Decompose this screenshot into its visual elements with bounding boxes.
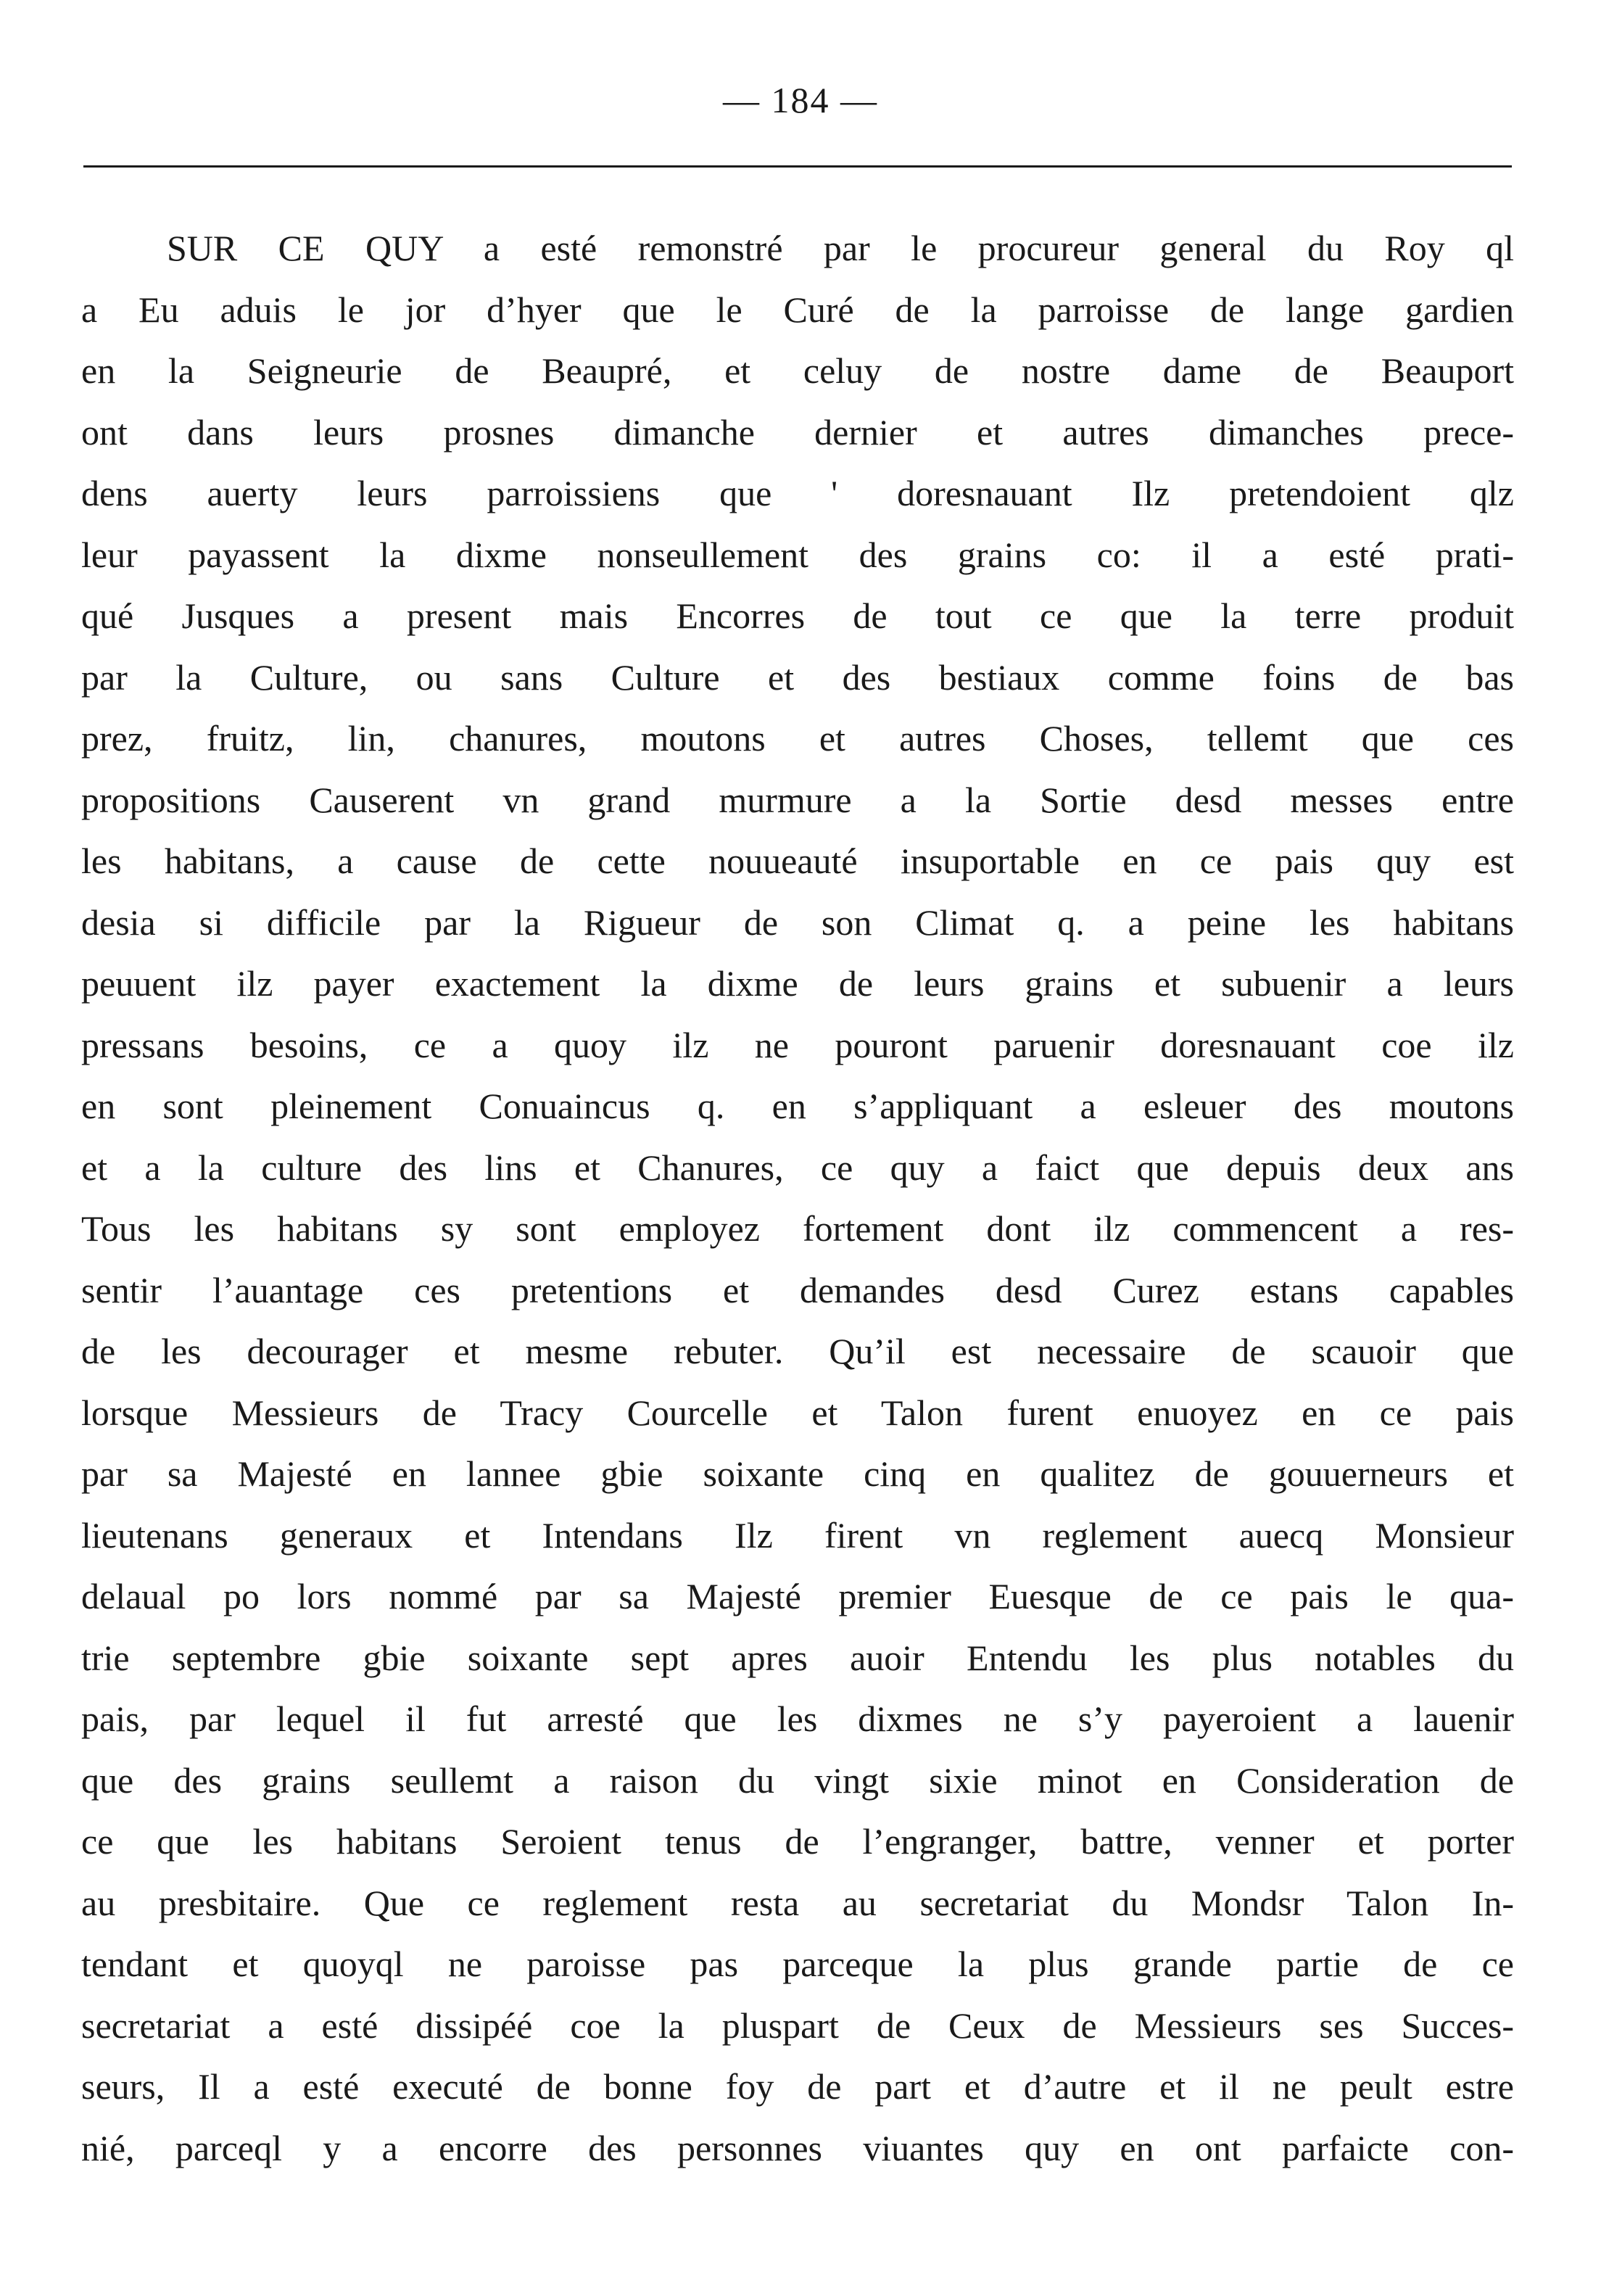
text-line: par sa Majesté en lannee gbie soixante cinq en qualitez de gouuerneurs et (81, 1453, 1514, 1494)
text-line: ont dans leurs prosnes dimanche dernier et autres dimanches prece- (81, 411, 1514, 453)
text-line: desia si difficile par la Rigueur de son Climat q. a peine les habitans (81, 901, 1514, 943)
text-line: seurs, Il a esté executé de bonne foy de part et d’autre et il ne peult estre (81, 2066, 1514, 2107)
page-number: — 184 — (723, 80, 878, 120)
text-line: les habitans, a cause de cette nouueauté insuportable en ce pais quy est (81, 841, 1514, 881)
text-line: pressans besoins, ce a quoy ilz ne pouront paruenir doresnauant coe ilz (81, 1024, 1514, 1065)
text-line: en la Seigneurie de Beaupré, et celuy de nostre dame de Beauport (81, 350, 1514, 391)
text-line: de les decourager et mesme rebuter. Qu’il est necessaire de scauoir que (81, 1331, 1514, 1371)
text-line: lorsque Messieurs de Tracy Courcelle et Talon furent enuoyez en ce pais (81, 1392, 1514, 1433)
text-line: tendant et quoyql ne paroisse pas parceque la plus grande partie de ce (81, 1944, 1514, 1984)
text-line: ce que les habitans Seroient tenus de l’engranger, battre, venner et porter (81, 1821, 1514, 1862)
text-line: peuuent ilz payer exactement la dixme de leurs grains et subuenir a leurs (81, 963, 1514, 1004)
text-line: par la Culture, ou sans Culture et des bestiaux comme foins de bas (81, 656, 1514, 698)
text-line: prez, fruitz, lin, chanures, moutons et autres Choses, tellemt que ces (81, 718, 1514, 759)
text-line: secretariat a esté dissipéé coe la pluspart de Ceux de Messieurs ses Succes- (81, 2004, 1514, 2046)
text-line: lieutenans generaux et Intendans Ilz firent vn reglement auecq Monsieur (81, 1514, 1514, 1556)
header-rule (83, 165, 1512, 168)
text-line: propositions Causerent vn grand murmure a la Sortie desd messes entre (81, 779, 1514, 820)
body-text (81, 218, 1514, 2179)
text-line: SUR CE QUY a esté remonstré par le procureur general du Roy ql (167, 228, 1514, 268)
text-line: leur payassent la dixme nonseullement des grains co: il a esté prati- (81, 534, 1514, 575)
text-line: a Eu aduis le jor d’hyer que le Curé de la parroisse de lange gardien (81, 289, 1514, 330)
text-line: en sont pleinement Conuaincus q. en s’appliquant a esleuer des moutons (81, 1086, 1514, 1126)
text-line: trie septembre gbie soixante sept apres auoir Entendu les plus notables du (81, 1637, 1514, 1678)
text-line: au presbitaire. Que ce reglement resta au secretariat du Mondsr Talon In- (81, 1882, 1514, 1923)
text-line: et a la culture des lins et Chanures, ce quy a faict que depuis deux ans (81, 1147, 1514, 1188)
text-line: qué Jusques a present mais Encorres de tout ce que la terre produit (81, 595, 1514, 636)
text-line: pais, par lequel il fut arresté que les dixmes ne s’y payeroient a lauenir (81, 1698, 1514, 1739)
text-line: dens auerty leurs parroissiens que ' doresnauant Ilz pretendoient qlz (81, 473, 1514, 513)
text-line: delaual po lors nommé par sa Majesté premier Euesque de ce pais le qua- (81, 1576, 1514, 1616)
text-line: Tous les habitans sy sont employez fortement dont ilz commencent a res- (81, 1208, 1514, 1249)
text-line: que des grains seullemt a raison du vingt sixie minot en Consideration de (81, 1759, 1514, 1801)
text-line: sentir l’auantage ces pretentions et demandes desd Curez estans capables (81, 1269, 1514, 1310)
text-line: nié, parceql y a encorre des personnes viuantes quy en ont parfaicte con- (81, 2127, 1514, 2168)
